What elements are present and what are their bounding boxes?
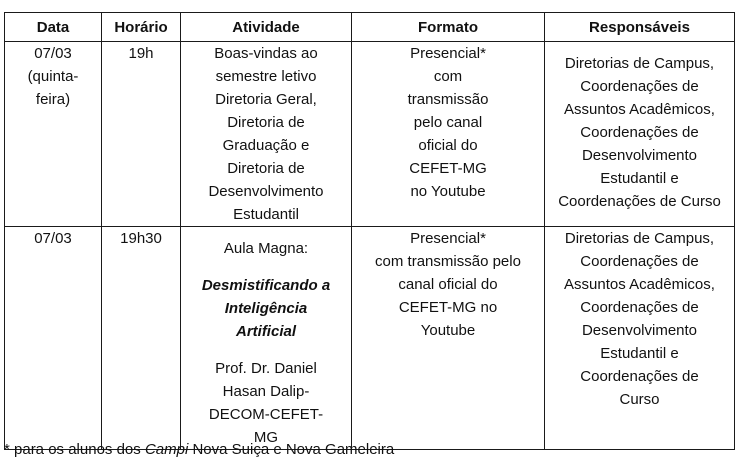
activity-intro: Aula Magna: — [223, 240, 309, 257]
spacer — [185, 260, 347, 274]
responsible-line: Diretorias de Campus, — [564, 230, 715, 247]
responsible-cell — [545, 227, 735, 450]
lecture-title-line: Desmistificando a — [201, 277, 331, 294]
footnote-prefix: * para os alunos dos — [4, 441, 145, 458]
table-header-row — [5, 13, 735, 42]
lecture-title-line: Artificial — [235, 323, 296, 340]
activity-line: Estudantil — [233, 206, 299, 223]
format-line: Presencial* — [410, 230, 486, 247]
speaker-line: Prof. Dr. Daniel — [215, 360, 317, 377]
format-line: oficial do — [418, 137, 478, 154]
responsible-line: Desenvolvimento — [581, 147, 698, 164]
speaker-line: MG — [253, 429, 279, 446]
activity-line: Diretoria Geral, — [215, 91, 317, 108]
header-responsaveis: Responsáveis — [545, 13, 735, 42]
format-line: Presencial* — [410, 45, 486, 62]
activity-cell — [181, 227, 352, 450]
activity-line: semestre letivo — [215, 68, 317, 85]
activity-line: Graduação e — [222, 137, 310, 154]
time-text: 19h30 — [120, 230, 162, 247]
activity-line: Desenvolvimento — [208, 183, 324, 200]
speaker-line: DECOM-CEFET- — [208, 406, 324, 423]
table-row — [5, 227, 735, 450]
date-line: feira) — [35, 91, 71, 108]
activity-line: Diretoria de — [227, 114, 305, 131]
date-line: 07/03 — [34, 45, 72, 62]
activity-cell — [181, 42, 352, 227]
format-cell — [352, 227, 545, 450]
format-line: com — [433, 68, 463, 85]
responsible-line: Coordenações de Curso — [558, 193, 721, 210]
date-cell — [5, 42, 102, 227]
time-text: 19h — [128, 45, 154, 62]
format-line: CEFET-MG no — [398, 299, 498, 316]
responsible-line: Diretorias de Campus, — [564, 55, 715, 72]
format-line: com transmissão pelo — [375, 253, 521, 270]
table-row — [5, 42, 735, 227]
responsible-line: Coordenações de — [580, 253, 699, 270]
responsible-line: Coordenações de — [580, 78, 699, 95]
header-atividade: Atividade — [181, 13, 352, 42]
footnote-suffix: Nova Suiça e Nova Gameleira — [188, 441, 395, 458]
format-line: no Youtube — [410, 183, 486, 200]
spacer — [185, 343, 347, 357]
responsible-line: Coordenações de — [580, 368, 699, 385]
header-horario: Horário — [102, 13, 181, 42]
format-line: pelo canal — [413, 114, 483, 131]
responsible-line: Assuntos Acadêmicos, — [564, 276, 715, 293]
time-cell — [102, 227, 181, 450]
format-line: CEFET-MG — [409, 160, 487, 177]
responsible-cell — [545, 42, 735, 227]
date-text: 07/03 — [34, 230, 72, 247]
format-cell — [352, 42, 545, 227]
responsible-line: Coordenações de — [580, 299, 699, 316]
date-line: (quinta- — [27, 68, 79, 85]
header-data: Data — [5, 13, 102, 42]
responsible-line: Estudantil e — [600, 345, 679, 362]
speaker-line: Hasan Dalip- — [222, 383, 310, 400]
lecture-title-line: Inteligência — [224, 300, 308, 317]
responsible-line: Coordenações de — [580, 124, 699, 141]
schedule-table — [4, 12, 735, 450]
format-line: canal oficial do — [398, 276, 498, 293]
activity-line: Diretoria de — [227, 160, 305, 177]
responsible-line: Estudantil e — [600, 170, 679, 187]
header-formato: Formato — [352, 13, 545, 42]
time-cell — [102, 42, 181, 227]
activity-line: Boas-vindas ao — [214, 45, 318, 62]
date-cell — [5, 227, 102, 450]
footnote-italic: Campi — [144, 441, 189, 458]
footnote — [4, 439, 394, 461]
responsible-line: Assuntos Acadêmicos, — [564, 101, 715, 118]
responsible-line: Desenvolvimento — [581, 322, 698, 339]
spacer — [185, 227, 347, 237]
format-line: transmissão — [407, 91, 489, 108]
responsible-line: Curso — [619, 391, 660, 408]
format-line: Youtube — [420, 322, 476, 339]
